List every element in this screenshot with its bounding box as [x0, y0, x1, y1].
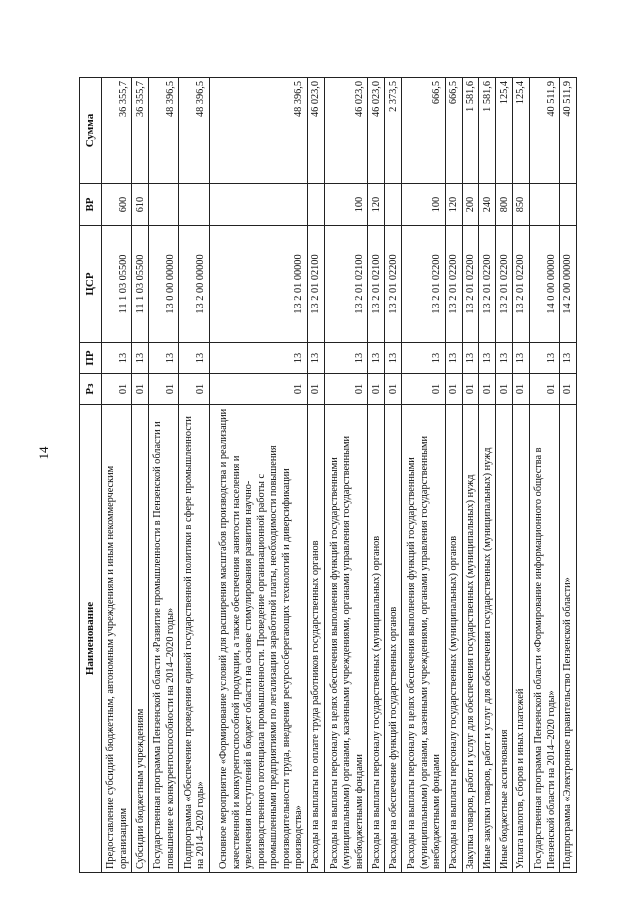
table-row [102, 78, 132, 873]
row-name: Основное мероприятие «Формирование условий для расширения масштабов производства и реализации качественной и конкурентоспособной продукции, а также обеспечения занятости населения и увеличения поступлений в бюджет области на основе стимулирования развития научно-производственного потенциала промышленности. Проведение организационной работы с промышленными предприятиями по легализации заработной платы, необходимости повышения производительности труда, внедрения ресурсосберегающих технологий и диверсификации производства» [209, 405, 307, 873]
row-vr [149, 184, 179, 226]
row-sum: 1 581,6 [462, 78, 479, 184]
row-pr: 13 [513, 343, 530, 374]
row-pr: 13 [385, 343, 402, 374]
row-csr: 13 0 00 00000 [149, 226, 179, 343]
table-row [385, 78, 402, 873]
row-name: Расходы на обеспечение функций государственных органов [385, 405, 402, 873]
row-rz: 01 [385, 374, 402, 405]
row-rz: 01 [149, 374, 179, 405]
row-name: Закупка товаров, работ и услуг для обеспечения государственных (муниципальных) нужд [462, 405, 479, 873]
header-name: Наименование [80, 405, 102, 873]
header-pr: ПР [80, 343, 102, 374]
row-pr: 13 [496, 343, 513, 374]
table-row [324, 78, 368, 873]
row-sum: 666,5 [402, 78, 446, 184]
row-vr [179, 184, 209, 226]
row-name: Уплата налогов, сборов и иных платежей [513, 405, 530, 873]
row-rz: 01 [307, 374, 324, 405]
row-rz: 01 [445, 374, 462, 405]
row-name: Иные закупки товаров, работ и услуг для обеспечения государственных (муниципальных) нужд [479, 405, 496, 873]
table-row [496, 78, 513, 873]
row-sum: 125,4 [513, 78, 530, 184]
header-csr: ЦСР [80, 226, 102, 343]
row-name: Подпрограмма «Электронное правительство Пензенской области» [560, 405, 577, 873]
row-rz: 01 [479, 374, 496, 405]
table-row [149, 78, 179, 873]
row-sum: 666,5 [445, 78, 462, 184]
table-row [529, 78, 559, 873]
budget-table [79, 77, 577, 873]
row-sum: 46 023,0 [368, 78, 385, 184]
rotated-page-content [79, 78, 577, 873]
row-pr: 13 [102, 343, 132, 374]
table-row [368, 78, 385, 873]
row-csr: 13 2 01 02200 [445, 226, 462, 343]
row-sum: 48 396,5 [179, 78, 209, 184]
row-sum: 1 581,6 [479, 78, 496, 184]
row-csr: 13 2 01 02200 [385, 226, 402, 343]
row-rz: 01 [513, 374, 530, 405]
row-name: Расходы на выплаты по оплате труда работников государственных органов [307, 405, 324, 873]
table-row [445, 78, 462, 873]
row-name: Расходы на выплаты персоналу в целях обеспечения выполнения функций государственными (муниципальными) органами, казенными учреждениями, органами управления государственными внебюджетными фондами [324, 405, 368, 873]
row-csr: 13 2 01 02200 [479, 226, 496, 343]
row-rz: 01 [402, 374, 446, 405]
row-csr: 13 2 00 00000 [179, 226, 209, 343]
table-row [513, 78, 530, 873]
row-pr: 13 [560, 343, 577, 374]
row-sum: 46 023,0 [324, 78, 368, 184]
row-vr: 850 [513, 184, 530, 226]
row-pr: 13 [402, 343, 446, 374]
row-csr: 14 2 00 00000 [560, 226, 577, 343]
row-rz: 01 [462, 374, 479, 405]
table-row [209, 78, 307, 873]
row-csr: 11 1 03 05500 [132, 226, 149, 343]
row-sum: 40 511,9 [560, 78, 577, 184]
header-vr: ВР [80, 184, 102, 226]
row-csr: 13 2 01 02200 [513, 226, 530, 343]
row-rz: 01 [102, 374, 132, 405]
row-sum: 2 373,5 [385, 78, 402, 184]
row-csr: 13 2 01 02200 [462, 226, 479, 343]
row-vr [529, 184, 559, 226]
table-row [479, 78, 496, 873]
row-sum: 125,4 [496, 78, 513, 184]
row-name: Государственная программа Пензенской области «Формирование информационного общества в Пензенской области на 2014–2020 годы» [529, 405, 559, 873]
row-name: Иные бюджетные ассигнования [496, 405, 513, 873]
row-vr: 610 [132, 184, 149, 226]
row-rz: 01 [324, 374, 368, 405]
row-csr: 11 1 03 05500 [102, 226, 132, 343]
row-vr [307, 184, 324, 226]
row-pr: 13 [307, 343, 324, 374]
row-vr: 240 [479, 184, 496, 226]
row-pr: 13 [324, 343, 368, 374]
row-name: Субсидии бюджетным учреждениям [132, 405, 149, 873]
header-sum: Сумма [80, 78, 102, 184]
row-csr: 13 2 01 02100 [368, 226, 385, 343]
table-row [462, 78, 479, 873]
table-row [132, 78, 149, 873]
row-name: Государственная программа Пензенской области «Развитие промышленности в Пензенской области и повышение ее конкурентоспособности на 2014–2020 годы» [149, 405, 179, 873]
row-name: Подпрограмма «Обеспечение проведения единой государственной политики в сфере промышленности на 2014–2020 годы» [179, 405, 209, 873]
row-rz: 01 [368, 374, 385, 405]
row-vr: 120 [368, 184, 385, 226]
row-csr: 13 2 01 02200 [496, 226, 513, 343]
row-vr: 100 [402, 184, 446, 226]
table-row [560, 78, 577, 873]
row-vr: 100 [324, 184, 368, 226]
table-row [307, 78, 324, 873]
row-sum: 48 396,5 [149, 78, 179, 184]
row-vr [209, 184, 307, 226]
row-pr: 13 [529, 343, 559, 374]
row-csr: 14 0 00 00000 [529, 226, 559, 343]
row-vr: 600 [102, 184, 132, 226]
row-pr: 13 [462, 343, 479, 374]
row-pr: 13 [132, 343, 149, 374]
row-rz: 01 [209, 374, 307, 405]
row-sum: 36 355,7 [102, 78, 132, 184]
page-number: 14 [36, 446, 51, 460]
row-pr: 13 [479, 343, 496, 374]
row-sum: 48 396,5 [209, 78, 307, 184]
row-rz: 01 [496, 374, 513, 405]
row-vr [560, 184, 577, 226]
table-row [402, 78, 446, 873]
table-row [179, 78, 209, 873]
header-rz: Рз [80, 374, 102, 405]
row-name: Расходы на выплаты персоналу государственных (муниципальных) органов [445, 405, 462, 873]
row-rz: 01 [560, 374, 577, 405]
row-sum: 36 355,7 [132, 78, 149, 184]
row-rz: 01 [132, 374, 149, 405]
row-vr [385, 184, 402, 226]
row-pr: 13 [445, 343, 462, 374]
row-name: Расходы на выплаты персоналу в целях обеспечения выполнения функций государственными (муниципальными) органами, казенными учреждениями, органами управления государственными внебюджетными фондами [402, 405, 446, 873]
row-pr: 13 [368, 343, 385, 374]
row-vr: 200 [462, 184, 479, 226]
row-pr: 13 [149, 343, 179, 374]
row-sum: 46 023,0 [307, 78, 324, 184]
row-rz: 01 [529, 374, 559, 405]
row-name: Расходы на выплаты персоналу государственных (муниципальных) органов [368, 405, 385, 873]
row-csr: 13 2 01 00000 [209, 226, 307, 343]
row-pr: 13 [209, 343, 307, 374]
row-rz: 01 [179, 374, 209, 405]
row-vr: 120 [445, 184, 462, 226]
row-vr: 800 [496, 184, 513, 226]
row-csr: 13 2 01 02200 [402, 226, 446, 343]
row-csr: 13 2 01 02100 [324, 226, 368, 343]
row-pr: 13 [179, 343, 209, 374]
row-sum: 40 511,9 [529, 78, 559, 184]
row-csr: 13 2 01 02100 [307, 226, 324, 343]
row-name: Предоставление субсидий бюджетным, автономным учреждениям и иным некоммерческим организациям [102, 405, 132, 873]
table-header-row [80, 78, 102, 873]
